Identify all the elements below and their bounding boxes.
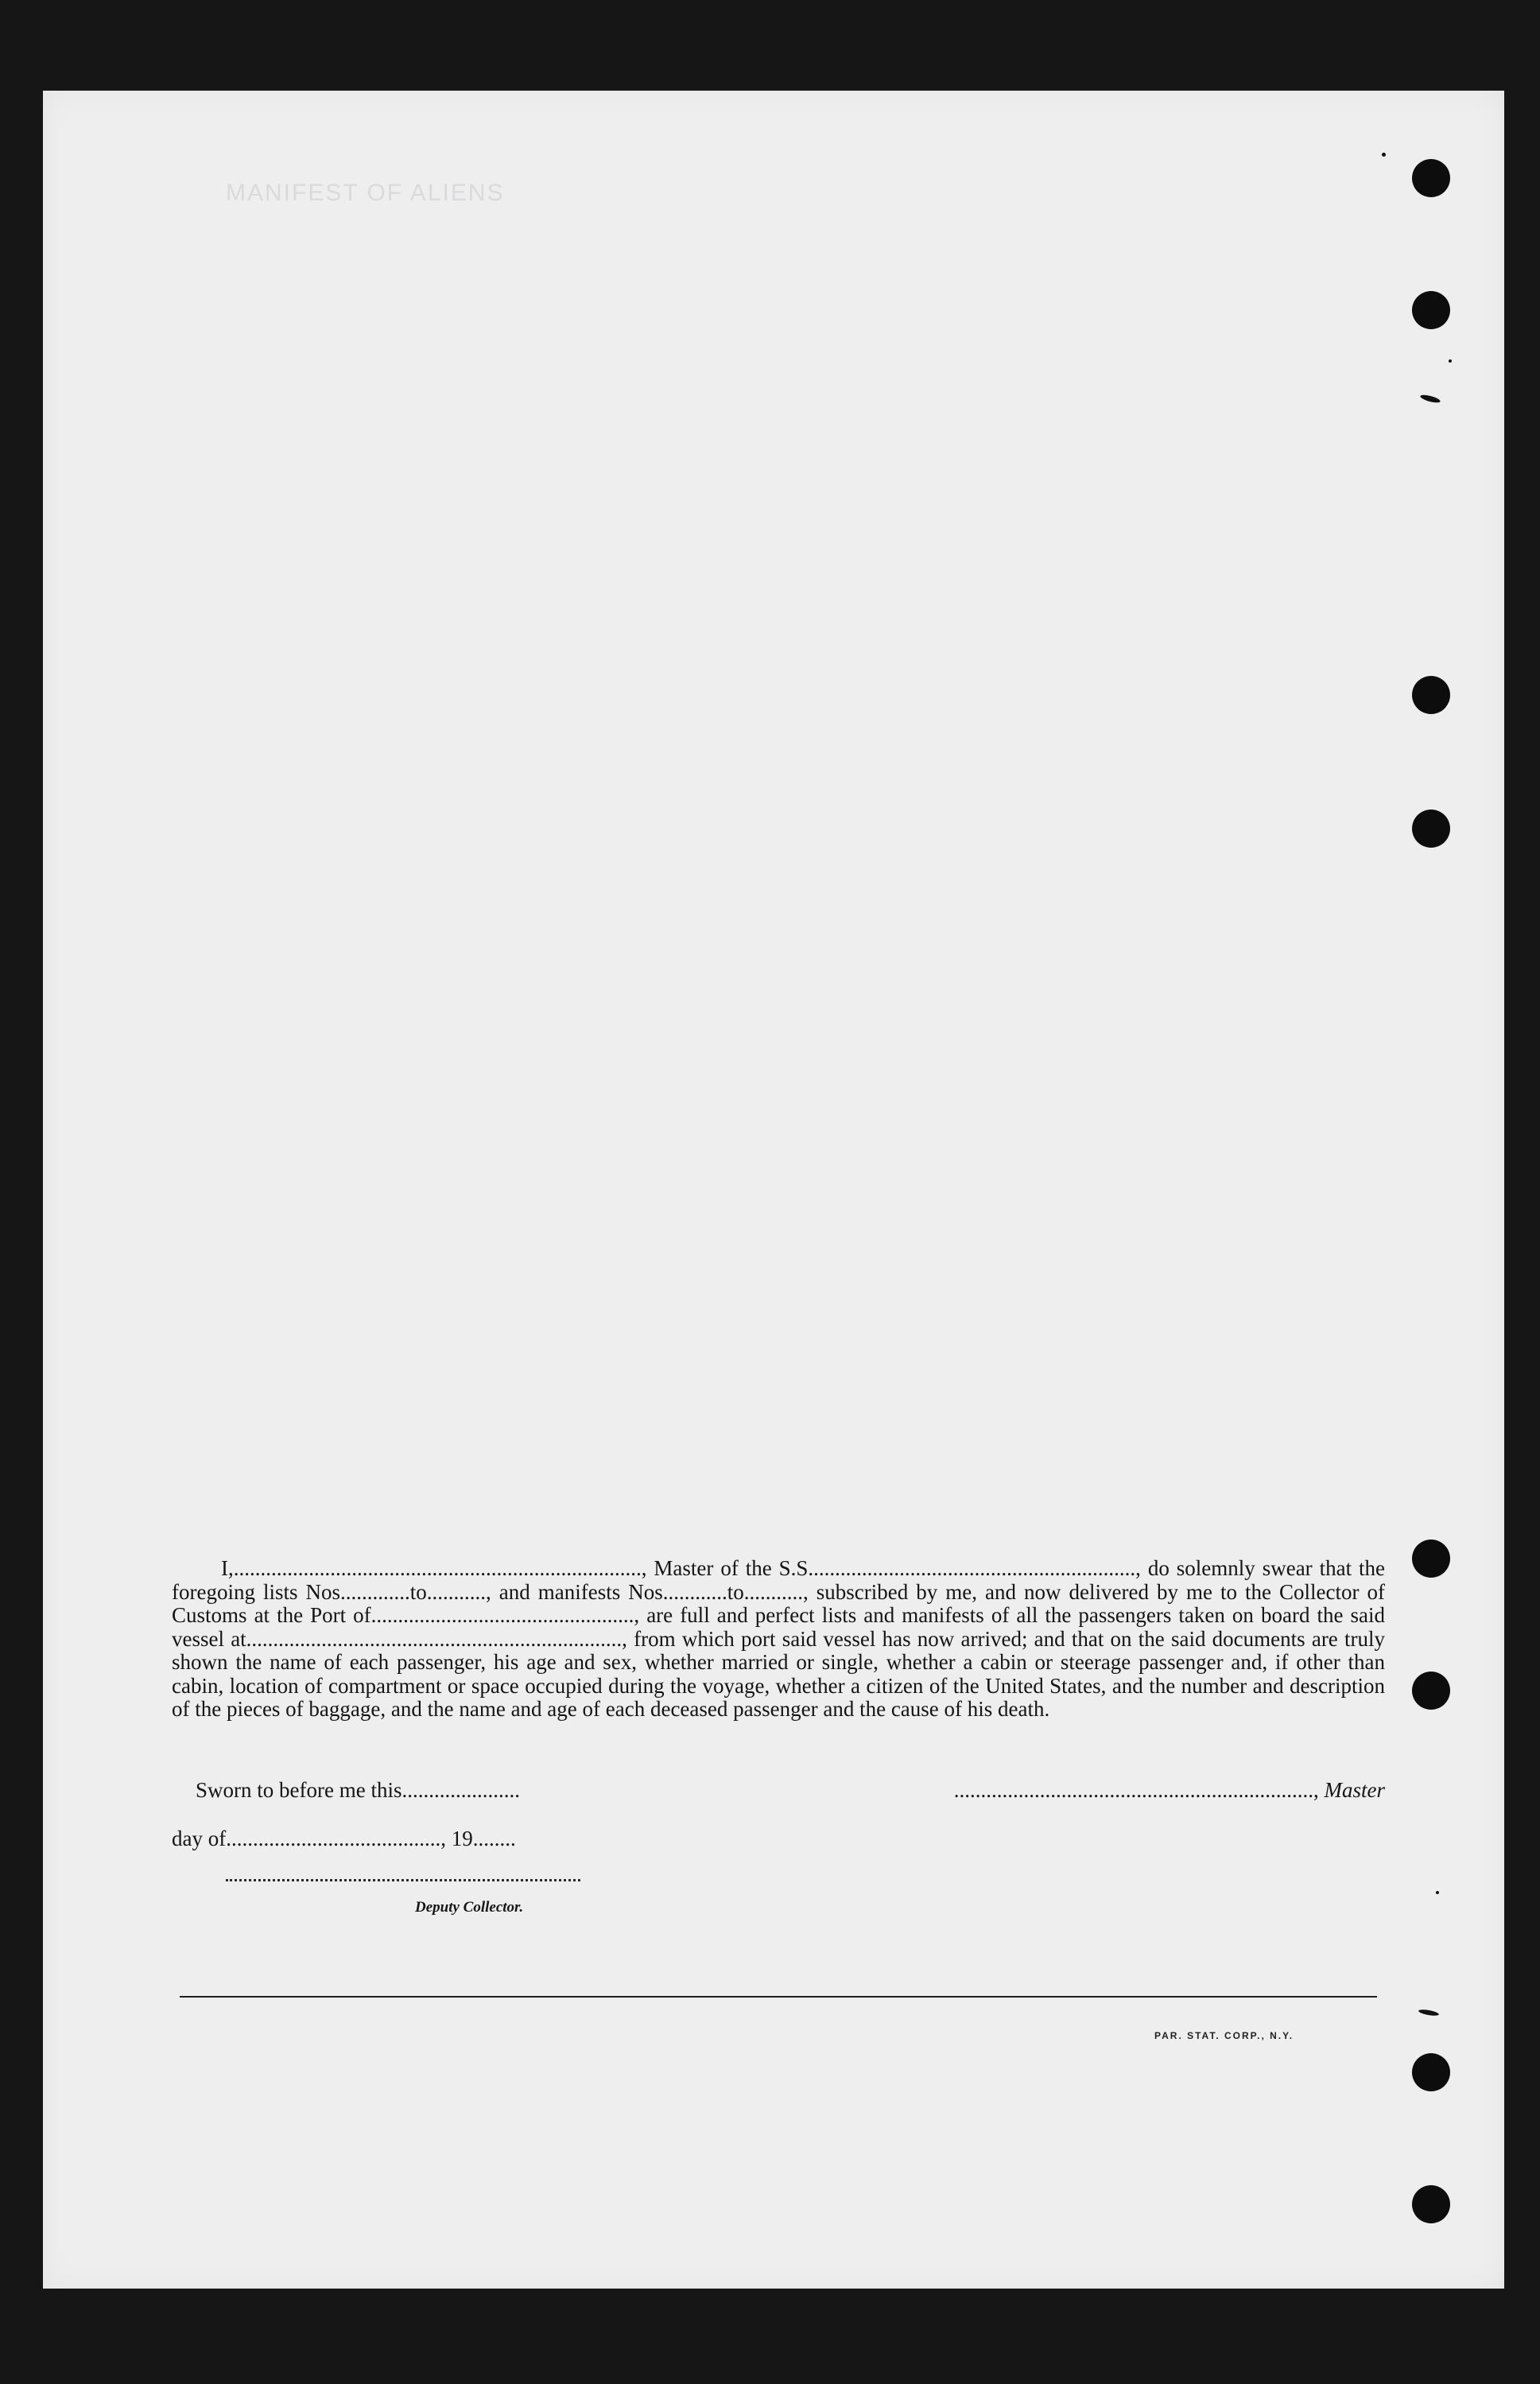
punch-hole bbox=[1412, 1540, 1450, 1578]
oath-text: I,............................................................................, Master of the S.S............................................................., do solemnly swear that the foregoing lists Nos.............to..........., and manifests Nos............to..........., subscribed by me, and now delivered by me to the Collector of Customs at the Port of................................................., are full and perfect lists and manifests of all the passengers taken on board the said vessel at......................................................................, from which port said vessel has now arrived; and that on the said documents are truly shown the name of each passenger, his age and sex, whether married or single, whether a cabin or steerage passenger and, if other than cabin, location of compartment or space occupied during the voyage, whether a citizen of the United States, and the number and description of the pieces of baggage, and the name and age of each deceased passenger and the cause of his death. bbox=[172, 1556, 1385, 1721]
punch-hole bbox=[1412, 676, 1450, 714]
punch-hole bbox=[1412, 1672, 1450, 1710]
horizontal-rule bbox=[180, 1996, 1377, 1998]
signature-row bbox=[172, 1778, 1385, 1805]
punch-hole bbox=[1412, 2053, 1450, 2091]
bleed-through-text: MANIFEST OF ALIENS bbox=[226, 180, 505, 206]
punch-hole bbox=[1412, 810, 1450, 848]
ink-speck bbox=[1436, 1891, 1439, 1894]
punch-hole bbox=[1412, 2185, 1450, 2223]
master-label: Master bbox=[1324, 1778, 1385, 1802]
deputy-collector-label: Deputy Collector. bbox=[415, 1899, 524, 1916]
ink-speck bbox=[1382, 153, 1386, 157]
oath-paragraph bbox=[172, 1557, 1385, 1722]
punch-hole bbox=[1412, 159, 1450, 197]
sworn-before-text: Sworn to before me this...................... bbox=[196, 1778, 520, 1802]
day-of-line: day of........................................, 19........ bbox=[172, 1827, 516, 1850]
master-signature-line bbox=[954, 1778, 1385, 1803]
ink-speck bbox=[1449, 359, 1452, 363]
manifest-page bbox=[43, 91, 1504, 2289]
deputy-signature-line bbox=[226, 1879, 580, 1881]
printer-mark: PAR. STAT. CORP., N.Y. bbox=[1154, 2030, 1294, 2041]
master-dots: ..................................................................., bbox=[953, 1778, 1325, 1802]
punch-hole bbox=[1412, 291, 1450, 329]
